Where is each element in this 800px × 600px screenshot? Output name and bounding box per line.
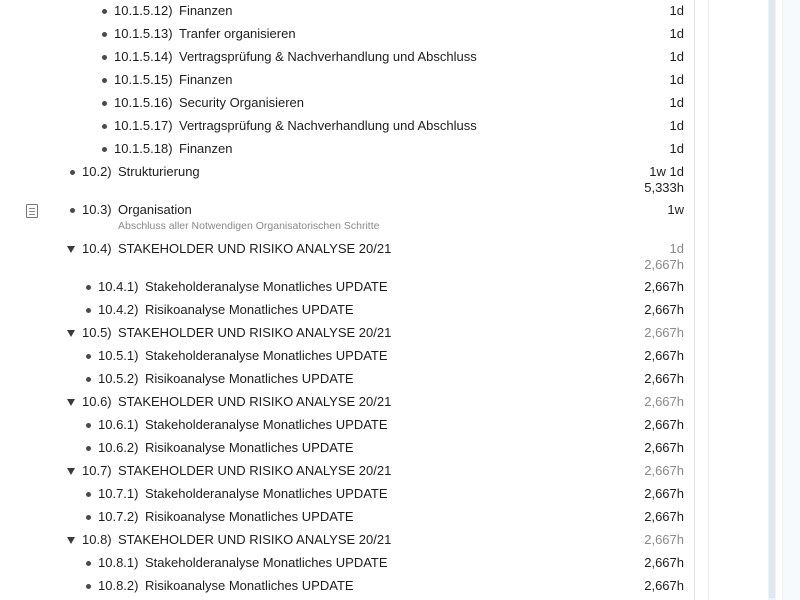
outline-number: 10.3) xyxy=(82,202,112,217)
outline-title[interactable]: Stakeholderanalyse Monatliches UPDATE xyxy=(145,555,388,570)
duration-value: 1d xyxy=(669,72,684,87)
outline-title[interactable]: Vertragsprüfung & Nachverhandlung und Abschluss xyxy=(179,49,477,64)
scrollbar-thumb[interactable] xyxy=(769,0,775,598)
outline-title[interactable]: Tranfer organisieren xyxy=(179,26,296,41)
outline-title[interactable]: Strukturierung xyxy=(118,164,200,179)
outline-number: 10.7.2) xyxy=(98,509,139,524)
outline-row[interactable] xyxy=(0,417,694,437)
duration-value: 1d xyxy=(669,241,684,256)
outline-title[interactable]: Stakeholderanalyse Monatliches UPDATE xyxy=(145,348,388,363)
outline-row[interactable] xyxy=(0,3,694,23)
outline-number: 10.7.1) xyxy=(98,486,139,501)
outline-number: 10.5.1) xyxy=(98,348,139,363)
bullet-icon xyxy=(86,423,91,428)
outline-title[interactable]: STAKEHOLDER UND RISIKO ANALYSE 20/21 xyxy=(118,394,392,409)
outline-row[interactable] xyxy=(0,348,694,368)
outline-title[interactable]: Risikoanalyse Monatliches UPDATE xyxy=(145,440,354,455)
outline-title[interactable]: Finanzen xyxy=(179,3,233,18)
outline-row[interactable] xyxy=(0,26,694,46)
outline-number: 10.6) xyxy=(82,394,112,409)
note-document-icon[interactable] xyxy=(26,204,38,218)
bullet-icon xyxy=(70,208,75,213)
outline-title[interactable]: Vertragsprüfung & Nachverhandlung und Abschluss xyxy=(179,118,477,133)
bullet-icon xyxy=(86,515,91,520)
bullet-icon xyxy=(102,147,107,152)
outline-row[interactable] xyxy=(0,141,694,161)
outline-row[interactable] xyxy=(0,509,694,529)
outline-title[interactable]: Stakeholderanalyse Monatliches UPDATE xyxy=(145,417,388,432)
duration-value: 2,667h xyxy=(644,302,684,317)
duration-value: 2,667h xyxy=(644,486,684,501)
duration-value: 1d xyxy=(669,95,684,110)
bullet-icon xyxy=(102,124,107,129)
outline-title[interactable]: STAKEHOLDER UND RISIKO ANALYSE 20/21 xyxy=(118,532,392,547)
outline-group-row[interactable] xyxy=(0,463,694,483)
outline-title[interactable]: Stakeholderanalyse Monatliches UPDATE xyxy=(145,486,388,501)
bullet-icon xyxy=(86,308,91,313)
outline-title[interactable]: Risikoanalyse Monatliches UPDATE xyxy=(145,578,354,593)
outline-number: 10.6.1) xyxy=(98,417,139,432)
outline-number: 10.1.5.14) xyxy=(114,49,173,64)
outline-number: 10.1.5.13) xyxy=(114,26,173,41)
disclosure-triangle-icon[interactable] xyxy=(67,399,75,406)
outline-title[interactable]: Risikoanalyse Monatliches UPDATE xyxy=(145,509,354,524)
outline-title[interactable]: Finanzen xyxy=(179,141,233,156)
disclosure-triangle-icon[interactable] xyxy=(67,468,75,475)
outline-number: 10.4.1) xyxy=(98,279,139,294)
outline-row[interactable] xyxy=(0,302,694,322)
outline-row[interactable] xyxy=(0,279,694,299)
bullet-icon xyxy=(86,377,91,382)
outline-number: 10.5.2) xyxy=(98,371,139,386)
bullet-icon xyxy=(102,78,107,83)
bullet-icon xyxy=(102,101,107,106)
duration-hours-value: 5,333h xyxy=(644,180,684,195)
duration-value: 1d xyxy=(669,118,684,133)
duration-value: 1d xyxy=(669,49,684,64)
duration-value: 1d xyxy=(669,26,684,41)
outline-number: 10.5) xyxy=(82,325,112,340)
outline-group-row[interactable] xyxy=(0,394,694,414)
disclosure-triangle-icon[interactable] xyxy=(67,537,75,544)
bullet-icon xyxy=(86,492,91,497)
outline-title[interactable]: Risikoanalyse Monatliches UPDATE xyxy=(145,302,354,317)
outline-row[interactable] xyxy=(0,164,694,195)
duration-value: 2,667h xyxy=(644,394,684,409)
outline-number: 10.1.5.17) xyxy=(114,118,173,133)
outline-title[interactable]: STAKEHOLDER UND RISIKO ANALYSE 20/21 xyxy=(118,325,392,340)
outline-number: 10.1.5.18) xyxy=(114,141,173,156)
duration-value: 1d xyxy=(669,141,684,156)
outline-number: 10.8.1) xyxy=(98,555,139,570)
bullet-icon xyxy=(86,285,91,290)
bullet-icon xyxy=(102,32,107,37)
outline-row[interactable] xyxy=(0,440,694,460)
outline-title[interactable]: STAKEHOLDER UND RISIKO ANALYSE 20/21 xyxy=(118,463,392,478)
duration-value: 2,667h xyxy=(644,555,684,570)
outline-number: 10.4.2) xyxy=(98,302,139,317)
outline-title[interactable]: Security Organisieren xyxy=(179,95,304,110)
bullet-icon xyxy=(70,170,75,175)
outline-number: 10.8.2) xyxy=(98,578,139,593)
outline-row[interactable] xyxy=(0,202,694,232)
duration-value: 1w 1d xyxy=(649,164,684,179)
duration-value: 2,667h xyxy=(644,532,684,547)
duration-value: 1d xyxy=(669,3,684,18)
outline-group-row[interactable] xyxy=(0,532,694,552)
outline-number: 10.7) xyxy=(82,463,112,478)
outline-number: 10.4) xyxy=(82,241,112,256)
side-pane-edge xyxy=(782,0,800,600)
column-divider-secondary xyxy=(708,0,709,600)
outline-title[interactable]: Finanzen xyxy=(179,72,233,87)
outline-title[interactable]: Stakeholderanalyse Monatliches UPDATE xyxy=(145,279,388,294)
duration-value: 2,667h xyxy=(644,509,684,524)
duration-value: 2,667h xyxy=(644,325,684,340)
duration-hours-value: 2,667h xyxy=(644,257,684,272)
duration-value: 2,667h xyxy=(644,463,684,478)
outline-row[interactable] xyxy=(0,578,694,598)
outline-row[interactable] xyxy=(0,555,694,575)
outline-number: 10.6.2) xyxy=(98,440,139,455)
bullet-icon xyxy=(86,561,91,566)
outline-row[interactable] xyxy=(0,72,694,92)
outline-number: 10.2) xyxy=(82,164,112,179)
outline-title[interactable]: Organisation xyxy=(118,202,192,217)
row-note-text: Abschluss aller Notwendigen Organisatorischen Schritte xyxy=(118,220,380,232)
bullet-icon xyxy=(86,446,91,451)
outline-row[interactable] xyxy=(0,118,694,138)
duration-value: 2,667h xyxy=(644,348,684,363)
outline-row[interactable] xyxy=(0,486,694,506)
outline-title[interactable]: STAKEHOLDER UND RISIKO ANALYSE 20/21 xyxy=(118,241,392,256)
outline-row[interactable] xyxy=(0,95,694,115)
outline-number: 10.8) xyxy=(82,532,112,547)
duration-value: 1w xyxy=(667,202,684,217)
bullet-icon xyxy=(86,584,91,589)
outline-group-row[interactable] xyxy=(0,325,694,345)
bullet-icon xyxy=(86,354,91,359)
column-divider xyxy=(694,0,695,600)
duration-value: 2,667h xyxy=(644,371,684,386)
outline-number: 10.1.5.12) xyxy=(114,3,173,18)
outline-row[interactable] xyxy=(0,49,694,69)
bullet-icon xyxy=(102,9,107,14)
outline-title[interactable]: Risikoanalyse Monatliches UPDATE xyxy=(145,371,354,386)
outline-number: 10.1.5.15) xyxy=(114,72,173,87)
outline-row[interactable] xyxy=(0,371,694,391)
bullet-icon xyxy=(102,55,107,60)
disclosure-triangle-icon[interactable] xyxy=(67,330,75,337)
outline-group-row[interactable] xyxy=(0,241,694,272)
duration-value: 2,667h xyxy=(644,578,684,593)
duration-value: 2,667h xyxy=(644,440,684,455)
outline-number: 10.1.5.16) xyxy=(114,95,173,110)
disclosure-triangle-icon[interactable] xyxy=(67,246,75,253)
duration-value: 2,667h xyxy=(644,417,684,432)
duration-value: 2,667h xyxy=(644,279,684,294)
